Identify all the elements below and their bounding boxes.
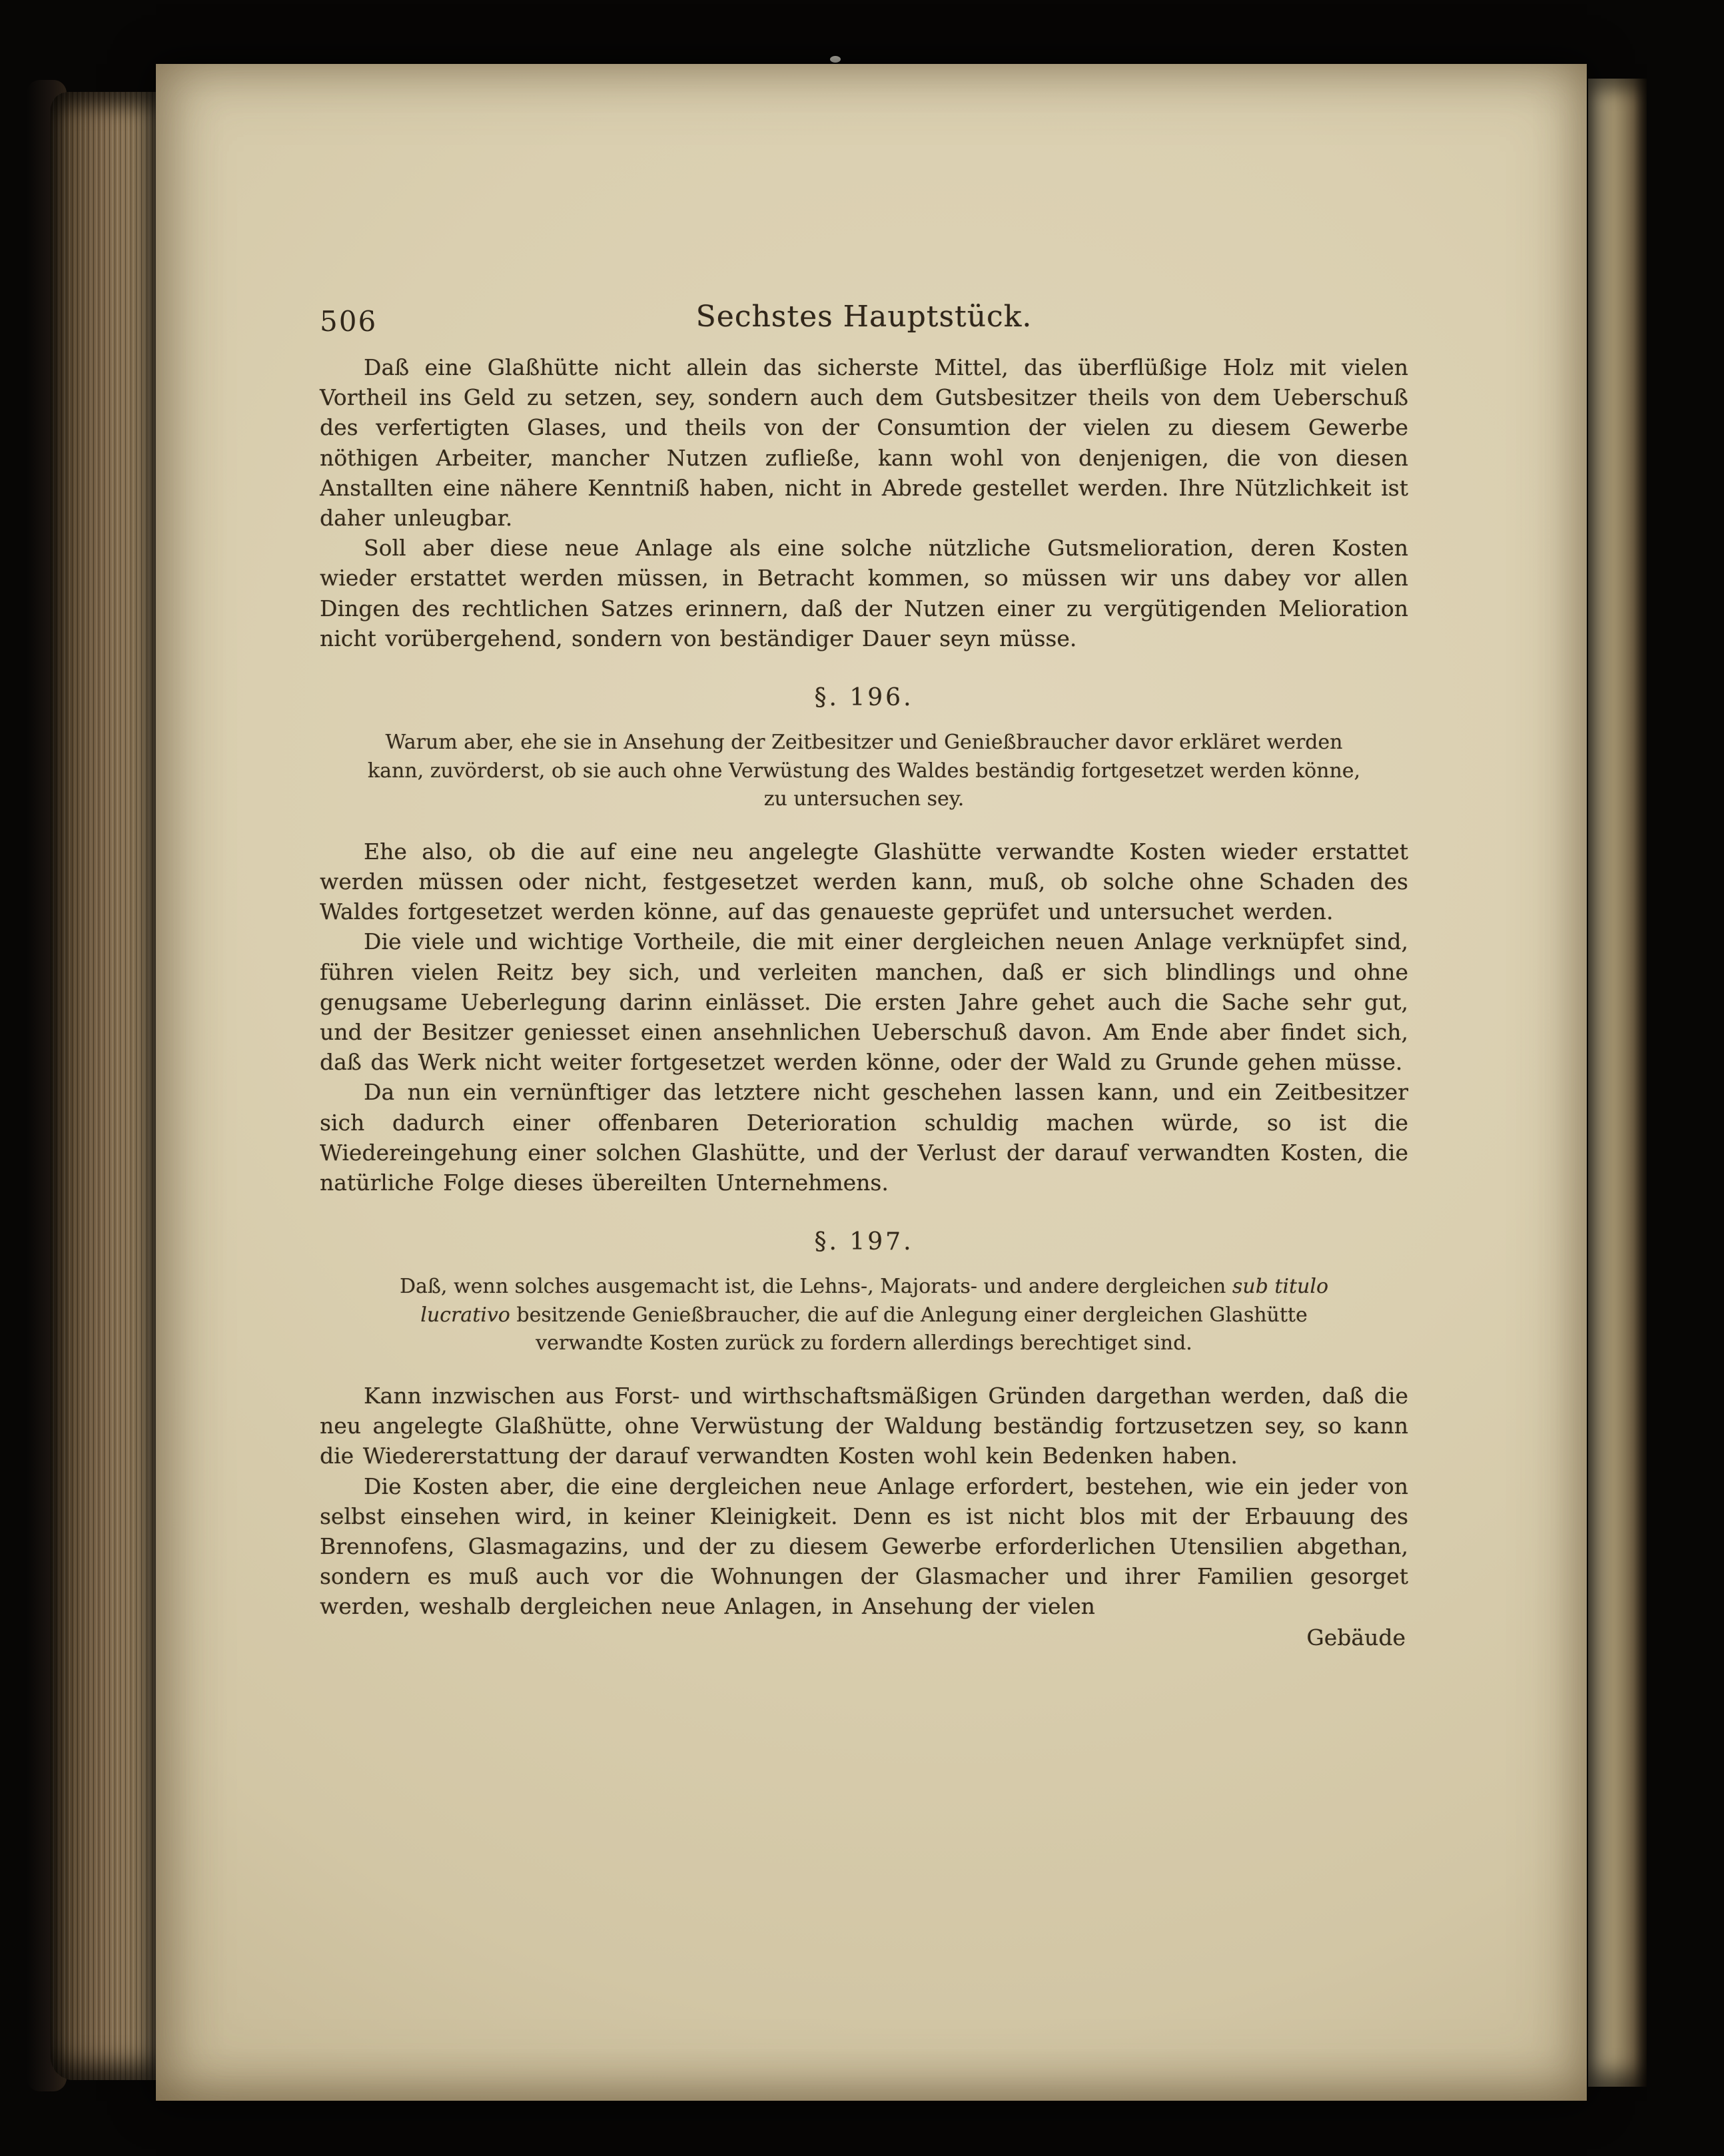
section-summary-197 xyxy=(366,1273,1362,1358)
next-page-edge xyxy=(1588,79,1647,2087)
page-number: 506 xyxy=(320,305,378,338)
section-summary-196: Warum aber, ehe sie in Ansehung der Zeitbesitzer und Genießbraucher davor erkläret werden kann, zuvörderst, ob sie auch ohne Verwüstung des Waldes beständig fortgesetzet werden könne, zu untersuchen sey. xyxy=(367,731,1361,811)
book-page xyxy=(156,64,1587,2101)
page-header xyxy=(320,300,1408,338)
paragraph: Die viele und wichtige Vortheile, die mit einer dergleichen neuen Anlage verknüpfet sind, führen vielen Reitz bey sich, und verleiten manchen, daß er sich blindlings und ohne genugsame Ueberlegung darinn einlässet. Die ersten Jahre gehet auch die Sache sehr gut, und der Besitzer geniesset einen ansehnlichen Ueberschuß davon. Am Ende aber findet sich, daß das Werk nicht weiter fortgesetzet werden könne, oder der Wald zu Grunde gehen müsse. xyxy=(320,928,1408,1076)
paragraph: Ehe also, ob die auf eine neu angelegte Glashütte verwandte Kosten wieder erstattet werden müssen oder nicht, festgesetzet werden kann, muß, ob solche ohne Schaden des Waldes fortgesetzet werden könne, auf das genaueste geprüfet und untersuchet werden. xyxy=(320,838,1408,925)
section-heading-196: §. 196. xyxy=(814,684,914,712)
paragraph: Die Kosten aber, die eine dergleichen neue Anlage erfordert, bestehen, wie ein jeder von selbst einsehen wird, in keiner Kleinigkeit. Denn es ist nicht blos mit der Erbauung des Brennofens, Glasmagazins, und der zu diesem Gewerbe erforderlichen Utensilien abgethan, sondern es muß auch vor die Wohnungen der Glasmacher und ihrer Familien gesorget werden, weshalb dergleichen neue Anlagen, in Ansehung der vielen xyxy=(320,1473,1408,1620)
book-page-edges xyxy=(51,92,157,2080)
dust-speck xyxy=(830,56,841,63)
paragraph: Daß eine Glaßhütte nicht allein das sicherste Mittel, das überflüßige Holz mit vielen Vortheil ins Geld zu setzen, sey, sondern auch dem Gutsbesitzer theils von dem Ueberschuß des verfertigten Glases, und theils von der Consumtion der vielen zu diesem Gewerbe nöthigen Arbeiter, mancher Nutzen zufließe, kann wohl von denjenigen, die von diesen Anstallten eine nähere Kenntniß haben, nicht in Abrede gestellet werden. Ihre Nützlichkeit ist daher unleugbar. xyxy=(320,354,1408,532)
latin-phrase: sub titulo lucrativo xyxy=(420,1275,1329,1327)
paragraph: Soll aber diese neue Anlage als eine solche nützliche Gutsmelioration, deren Kosten wieder erstattet werden müssen, in Betracht kommen, so müssen wir uns dabey vor allen Dingen des rechtlichen Satzes erinnern, daß der Nutzen einer zu vergütigenden Melioration nicht vorübergehend, sondern von beständiger Dauer seyn müsse. xyxy=(320,535,1408,651)
running-header: Sechstes Hauptstück. xyxy=(695,300,1033,334)
paragraph: Da nun ein vernünftiger das letztere nicht geschehen lassen kann, und ein Zeitbesitzer sich dadurch einer offenbaren Deterioration schuldig machen würde, so ist die Wiedereingehung einer solchen Glashütte, und der Verlust der darauf verwandten Kosten, die natürliche Folge dieses übereilten Unternehmens. xyxy=(320,1079,1408,1196)
paragraph: Kann inzwischen aus Forst- und wirthschaftsmäßigen Gründen dargethan werden, daß die neu angelegte Glaßhütte, ohne Verwüstung der Waldung beständig fortzusetzen sey, so kann die Wiedererstattung der darauf verwandten Kosten wohl kein Bedenken haben. xyxy=(320,1383,1408,1469)
section-heading-197: §. 197. xyxy=(814,1228,914,1256)
catchword: Gebäude xyxy=(1306,1624,1406,1650)
summary-text: besitzende Genießbraucher, die auf die Anlegung einer dergleichen Glashütte verwandte Kosten zurück zu fordern allerdings berechtiget sind. xyxy=(510,1303,1308,1355)
summary-text: Daß, wenn solches ausgemacht ist, die Lehns-, Majorats- und andere dergleichen xyxy=(399,1275,1232,1299)
